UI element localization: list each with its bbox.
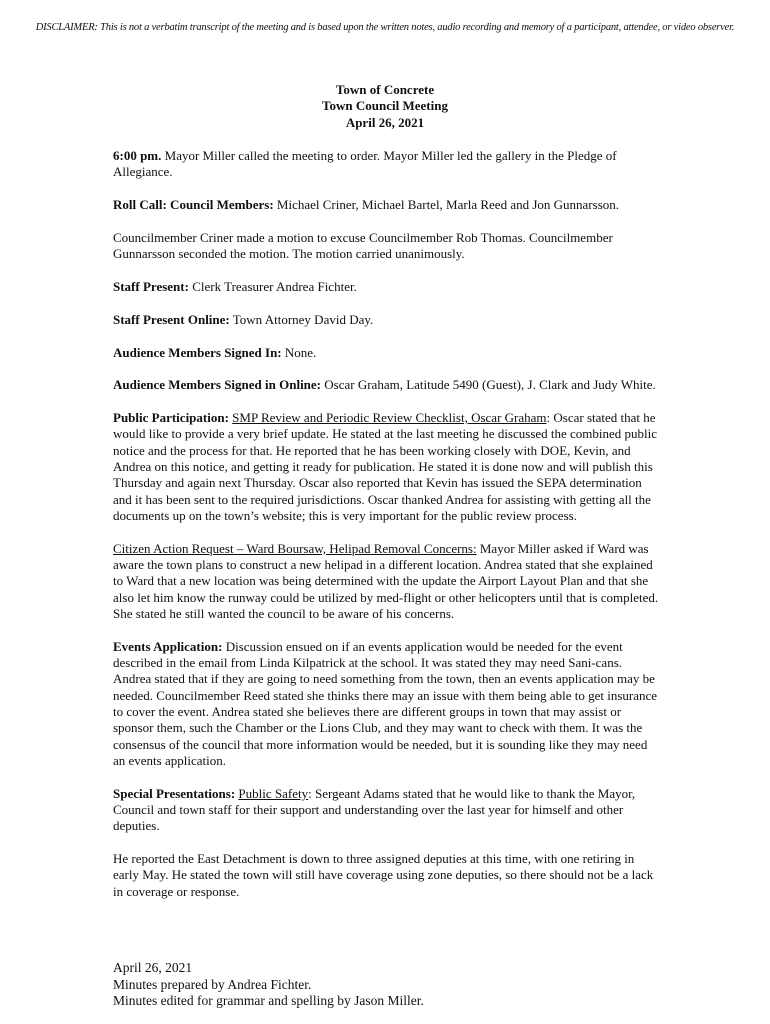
text: : Sergeant Adams stated that he would like to thank the Mayor, Council and town staff for their support and understanding over the last year for himself and other deputies. bbox=[113, 785, 636, 834]
label: Public Participation: bbox=[113, 410, 229, 426]
text: None. bbox=[281, 344, 317, 360]
citizen-action-request bbox=[113, 541, 659, 622]
footer-edited: Minutes edited for grammar and spelling by Jason Miller. bbox=[113, 993, 424, 1008]
topic-heading: SMP Review and Periodic Review Checklist, Oscar Graham bbox=[232, 410, 547, 426]
text: Mayor Miller called the meeting to order. Mayor Miller led the gallery in the Pledge of Allegiance. bbox=[113, 148, 617, 180]
text: Mayor Miller asked if Ward was aware the town plans to construct a new helipad in a different location. Andrea stated that she explained to Ward that a new location was being determined with the update the Airport Layout Plan and that she also let him know the runway could be utilized by med-flight or other helicopters until that is completed. She stated he still wanted the council to be aware of his concerns. bbox=[113, 540, 659, 621]
east-detachment bbox=[113, 851, 659, 900]
text: Oscar Graham, Latitude 5490 (Guest), J. Clark and Judy White. bbox=[321, 377, 656, 393]
audience-signed-in bbox=[113, 345, 659, 361]
staff-present bbox=[113, 279, 659, 295]
label: Staff Present: bbox=[113, 278, 189, 294]
staff-online bbox=[113, 312, 659, 328]
document-header bbox=[0, 82, 770, 131]
label: Staff Present Online: bbox=[113, 311, 230, 327]
text: Clerk Treasurer Andrea Fichter. bbox=[188, 278, 357, 294]
meeting-name: Town Council Meeting bbox=[322, 98, 448, 114]
text: Town Attorney David Day. bbox=[229, 311, 374, 327]
town-name: Town of Concrete bbox=[335, 82, 435, 97]
label: Special Presentations: bbox=[113, 785, 236, 801]
label: 6:00 pm. bbox=[113, 148, 162, 163]
special-presentations bbox=[113, 786, 659, 835]
audience-online bbox=[113, 377, 659, 393]
public-participation bbox=[113, 410, 659, 524]
motion bbox=[113, 230, 659, 263]
footer-prepared: Minutes prepared by Andrea Fichter. bbox=[113, 976, 312, 992]
footer-date: April 26, 2021 bbox=[113, 960, 193, 975]
label: Audience Members Signed in Online: bbox=[113, 377, 322, 393]
call-to-order bbox=[113, 148, 659, 181]
topic-heading: Public Safety bbox=[238, 785, 309, 801]
footer bbox=[113, 960, 424, 1010]
label: Events Application: bbox=[113, 638, 223, 654]
roll-call bbox=[113, 197, 659, 213]
text: He reported the East Detachment is down to three assigned deputies at this time, with one retiring in early May. He stated the town will still have coverage using zone deputies, so there should not be a lack in coverage or response. bbox=[113, 851, 654, 899]
events-application bbox=[113, 639, 659, 769]
meeting-date: April 26, 2021 bbox=[345, 114, 425, 130]
text: Discussion ensued on if an events application would be needed for the event described in the email from Linda Kilpatrick at the school. It was stated they may need Sani-cans. Andrea stated that if they are going to need something from the town, then an events application may be needed. Councilmember Reed stated she thinks there may an issue with them being able to get insurance to cover the event. Andrea stated she believes there are different groups in town that may assist or sponsor them, such the Chamber or the Lions Club, and they may want to check with them. It was the consensus of the council that more information would be needed, but it is sounding like they may need an events application. bbox=[113, 638, 658, 768]
text: Michael Criner, Michael Bartel, Marla Reed and Jon Gunnarsson. bbox=[273, 197, 619, 213]
disclaimer: DISCLAIMER: This is not a verbatim transcript of the meeting and is based upon the written notes, audio recording and memory of a participant, attendee, or video observer. bbox=[35, 22, 735, 33]
label: Audience Members Signed In: bbox=[113, 344, 282, 360]
text: Councilmember Criner made a motion to excuse Councilmember Rob Thomas. Councilmember Gunnarsson seconded the motion. The motion carried unanimously. bbox=[113, 229, 613, 262]
topic-heading: Citizen Action Request – Ward Boursaw, Helipad Removal Concerns: bbox=[113, 540, 477, 556]
minutes-body bbox=[113, 148, 659, 916]
label: Roll Call: Council Members: bbox=[113, 197, 274, 213]
text: : Oscar stated that he would like to provide a very brief update. He stated at the last meeting he discussed the combined public notice and the process for that. He reported that he has been working closely with DOE, Kevin, and Andrea on this notice, and getting it ready for publication. He stated it is done now and will publish this Thursday and again next Thursday. Oscar also reported that Kevin has issued the SEPA determination and it has been sent to the required jurisdictions. Oscar thanked Andrea for assisting with getting all the documents up on the town’s website; this is very important for the public review process. bbox=[113, 410, 658, 523]
